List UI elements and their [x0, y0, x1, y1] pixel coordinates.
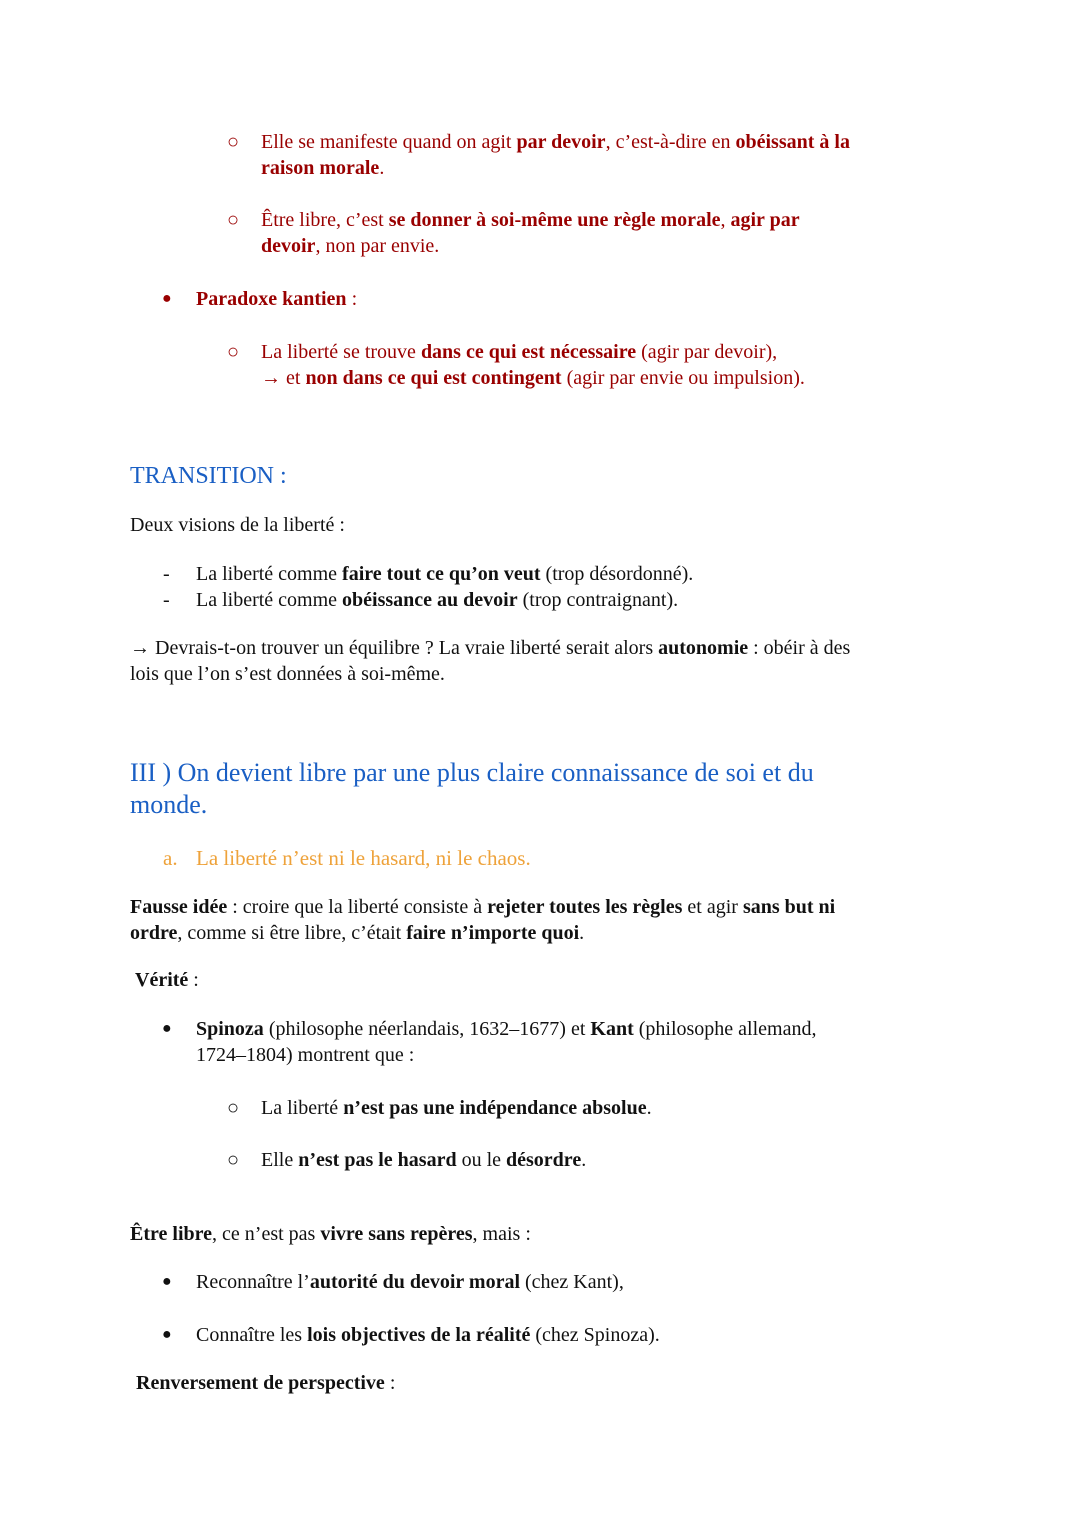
- section-heading-iii: [130, 757, 814, 821]
- text-line: [135, 967, 199, 993]
- label-renversement: [136, 1370, 395, 1396]
- bold-text: vivre sans repères: [320, 1223, 473, 1245]
- text: , non par envie.: [315, 235, 440, 257]
- bold-text: sans but ni: [742, 896, 836, 918]
- bold-text: obéissance au devoir: [342, 589, 518, 611]
- text-line: [136, 1370, 395, 1396]
- text: :: [384, 1372, 396, 1394]
- text: : croire que la liberté consiste à: [227, 896, 488, 918]
- text-line: [196, 286, 357, 312]
- text: : obéir à des: [748, 637, 851, 659]
- text-line: [130, 512, 345, 538]
- text-line: [196, 1016, 816, 1042]
- text: (agir par devoir),: [636, 341, 778, 363]
- sub-bullet-necessaire: [261, 339, 805, 391]
- bold-text: raison morale: [261, 157, 380, 179]
- text-line: [130, 920, 835, 946]
- bold-text: faire n’importe quoi: [406, 922, 580, 944]
- text: (agir par envie ou impulsion).: [561, 367, 805, 389]
- text-line: [196, 1322, 660, 1348]
- text: III ) On devient libre par une plus claire connaissance de soi et du: [130, 758, 814, 787]
- text: Elle se manifeste quand on agit: [261, 131, 517, 153]
- bold-text: devoir: [261, 235, 316, 257]
- bold-text: Kant: [590, 1018, 634, 1040]
- text-line: [196, 1042, 816, 1068]
- text-line: [196, 845, 531, 871]
- bold-text: se donner à soi-même une règle morale: [388, 209, 721, 231]
- text-line: [196, 587, 678, 613]
- paragraph-equilibre: [130, 635, 850, 687]
- text: 1724–1804) montrent que :: [196, 1044, 415, 1066]
- text: La liberté n’est ni le hasard, ni le chaos.: [196, 846, 531, 870]
- text: La liberté comme: [196, 589, 343, 611]
- text: :: [188, 969, 199, 991]
- bold-text: Paradoxe kantien: [196, 288, 347, 310]
- text: (philosophe néerlandais, 1632–1677) et: [263, 1018, 591, 1040]
- text: TRANSITION :: [130, 463, 287, 489]
- text: , mais :: [472, 1223, 531, 1245]
- text: La liberté se trouve: [261, 341, 421, 363]
- text: ,: [720, 209, 731, 231]
- text: (chez Spinoza).: [530, 1324, 660, 1346]
- text: Elle: [261, 1149, 299, 1171]
- text: (philosophe allemand,: [633, 1018, 817, 1040]
- text: (trop désordonné).: [540, 563, 694, 585]
- bold-text: obéissant à la: [735, 131, 850, 153]
- text-line: [261, 129, 850, 155]
- paragraph-fausse-idee: [130, 894, 835, 946]
- sub-bullet-independance: [261, 1095, 652, 1121]
- bold-text: Fausse idée: [130, 896, 228, 918]
- text: , c’est-à-dire en: [605, 131, 736, 153]
- bold-text: rejeter toutes les règles: [487, 896, 683, 918]
- dash-bullet-icon: -: [163, 563, 170, 585]
- bold-text: Renversement de perspective: [136, 1372, 385, 1394]
- text: .: [646, 1097, 652, 1119]
- text-line: [261, 1095, 652, 1121]
- text: .: [581, 1149, 587, 1171]
- text-line: [130, 635, 850, 661]
- disc-bullet-icon: ●: [162, 290, 172, 307]
- dash-bullet-icon: -: [163, 589, 170, 611]
- text: :: [346, 288, 358, 310]
- circle-bullet-icon: ○: [227, 1149, 240, 1171]
- bold-text: ordre: [130, 922, 178, 944]
- text: → Devrais-t-on trouver un équilibre ? La vraie liberté serait alors: [130, 637, 659, 659]
- text: .: [379, 157, 385, 179]
- disc-bullet-icon: ●: [162, 1273, 172, 1290]
- list-marker-a: a.: [163, 846, 178, 870]
- text: (trop contraignant).: [517, 589, 679, 611]
- circle-bullet-icon: ○: [227, 1097, 240, 1119]
- text: La liberté comme: [196, 563, 343, 585]
- label-verite: [135, 967, 199, 993]
- text: , ce n’est pas: [212, 1223, 321, 1245]
- circle-bullet-icon: ○: [227, 341, 240, 363]
- text-line: [130, 789, 814, 821]
- text-line: [261, 365, 805, 391]
- bold-text: autonomie: [658, 637, 749, 659]
- text-line: [261, 339, 805, 365]
- text: , comme si être libre, c’était: [177, 922, 407, 944]
- text: et agir: [682, 896, 743, 918]
- text-line: [130, 661, 850, 687]
- text: Reconnaître l’: [196, 1271, 310, 1293]
- text: lois que l’on s’est données à soi-même.: [130, 663, 445, 685]
- bold-text: lois objectives de la réalité: [307, 1324, 531, 1346]
- text: monde.: [130, 790, 208, 819]
- bullet-spinoza-lois: [196, 1322, 660, 1348]
- bold-text: Vérité: [135, 969, 189, 991]
- circle-bullet-icon: ○: [227, 131, 240, 153]
- bullet-paradoxe-kantien: [196, 286, 357, 312]
- text-line: [196, 1269, 624, 1295]
- disc-bullet-icon: ●: [162, 1326, 172, 1343]
- bold-text: agir par: [730, 209, 800, 231]
- sub-bullet-hasard: [261, 1147, 586, 1173]
- bold-text: Spinoza: [196, 1018, 264, 1040]
- text-line: [130, 1221, 531, 1247]
- sub-bullet-etre-libre: [261, 207, 800, 259]
- text-line: [261, 233, 800, 259]
- text: Être libre, c’est: [261, 209, 389, 231]
- bold-text: n’est pas une indépendance absolue: [343, 1097, 647, 1119]
- text: ou le: [456, 1149, 507, 1171]
- text: La liberté: [261, 1097, 344, 1119]
- bold-text: par devoir: [516, 131, 606, 153]
- text-line: [196, 561, 693, 587]
- bold-text: non dans ce qui est contingent: [305, 367, 562, 389]
- bullet-kant-devoir: [196, 1269, 624, 1295]
- dash-item-obeissance: [196, 587, 678, 613]
- paragraph-etre-libre: [130, 1221, 531, 1247]
- circle-bullet-icon: ○: [227, 209, 240, 231]
- paragraph-deux-visions: [130, 512, 345, 538]
- dash-item-faire-tout: [196, 561, 693, 587]
- bold-text: autorité du devoir moral: [309, 1271, 521, 1293]
- text: → et: [261, 367, 306, 389]
- text-line: [130, 894, 835, 920]
- transition-heading: [130, 461, 287, 491]
- bold-text: n’est pas le hasard: [298, 1149, 457, 1171]
- bullet-spinoza-kant: [196, 1016, 816, 1068]
- text-line: [130, 757, 814, 789]
- text-line: [261, 207, 800, 233]
- sub-bullet-par-devoir: [261, 129, 850, 181]
- disc-bullet-icon: ●: [162, 1020, 172, 1037]
- bold-text: Être libre: [130, 1223, 213, 1245]
- subheading-a: [196, 845, 531, 871]
- text: .: [579, 922, 585, 944]
- text: (chez Kant),: [520, 1271, 624, 1293]
- text: Deux visions de la liberté :: [130, 514, 345, 536]
- text-line: [130, 461, 287, 491]
- bold-text: faire tout ce qu’on veut: [342, 563, 541, 585]
- text-line: [261, 1147, 586, 1173]
- text: Connaître les: [196, 1324, 308, 1346]
- bold-text: désordre: [506, 1149, 582, 1171]
- bold-text: dans ce qui est nécessaire: [420, 341, 637, 363]
- text-line: [261, 155, 850, 181]
